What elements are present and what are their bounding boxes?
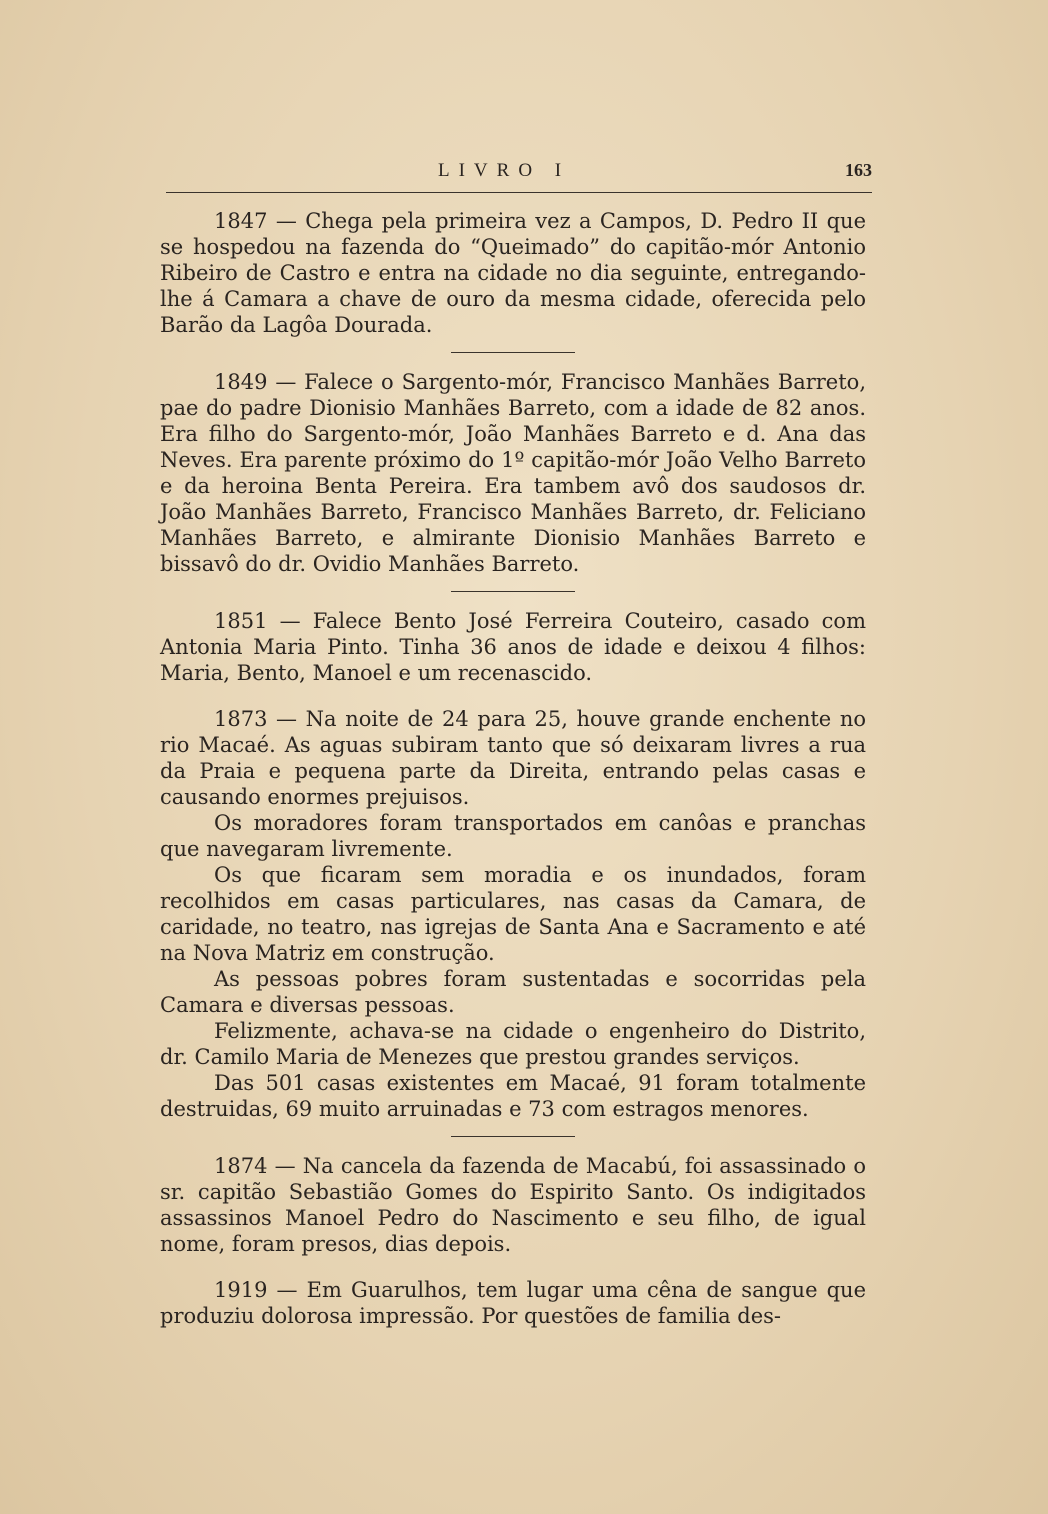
entry-paragraph: 1873 — Na noite de 24 para 25, houve grande enchente no rio Macaé. As aguas subiram tanto que só deixaram livres a rua da Praia e pequena parte da Direita, entrando pelas casas e causando enormes prejuisos. (160, 707, 866, 809)
entry-1847 (160, 208, 866, 338)
entry-paragraph: Os moradores foram transportados em canôas e pranchas que navegaram livremente. (160, 811, 866, 861)
entry-gap (160, 686, 866, 706)
header-rule (166, 192, 872, 193)
entry-paragraph: 1847 — Chega pela primeira vez a Campos, D. Pedro II que se hospedou na fazenda do “Queimado” do capitão-mór Antonio Ribeiro de Castro e entra na cidade no dia seguinte, entregando-lhe á Camara a chave de ouro da mesma cidade, oferecida pelo Barão da Lagôa Dourada. (160, 209, 866, 337)
page-body (160, 208, 866, 1329)
entry-paragraph: 1919 — Em Guarulhos, tem lugar uma cêna de sangue que produziu dolorosa impressão. Por questões de familia des- (160, 1278, 866, 1328)
entry-paragraph: As pessoas pobres foram sustentadas e socorridas pela Camara e diversas pessoas. (160, 967, 866, 1017)
entry-1919 (160, 1277, 866, 1329)
entry-separator (451, 352, 575, 353)
entry-1873 (160, 706, 866, 1122)
entry-paragraph: Felizmente, achava-se na cidade o engenheiro do Distrito, dr. Camilo Maria de Menezes que prestou grandes serviços. (160, 1019, 866, 1069)
entry-paragraph: Os que ficaram sem moradia e os inundados, foram recolhidos em casas particulares, nas casas da Camara, de caridade, no teatro, nas igrejas de Santa Ana e Sacramento e até na Nova Matriz em construção. (160, 863, 866, 965)
entry-separator (451, 591, 575, 592)
page-header (166, 160, 872, 190)
entry-separator (451, 1136, 575, 1137)
entry-1874 (160, 1153, 866, 1257)
page-number: 163 (845, 160, 872, 180)
entry-paragraph: 1849 — Falece o Sargento-mór, Francisco Manhães Barreto, pae do padre Dionisio Manhães Barreto, com a idade de 82 anos. Era filho do Sargento-mór, João Manhães Barreto e d. Ana das Neves. Era parente próximo do 1º capitão-mór João Velho Barreto e da heroina Benta Pereira. Era tambem avô dos saudosos dr. João Manhães Barreto, Francisco Manhães Barreto, dr. Feliciano Manhães Barreto, e almirante Dionisio Manhães Barreto e bissavô do dr. Ovidio Manhães Barreto. (160, 370, 866, 576)
entry-paragraph: Das 501 casas existentes em Macaé, 91 foram totalmente destruidas, 69 muito arruinadas e 73 com estragos menores. (160, 1071, 866, 1121)
entry-1851 (160, 608, 866, 686)
entry-paragraph: 1851 — Falece Bento José Ferreira Couteiro, casado com Antonia Maria Pinto. Tinha 36 anos de idade e deixou 4 filhos: Maria, Bento, Manoel e um recenascido. (160, 609, 866, 685)
entry-paragraph: 1874 — Na cancela da fazenda de Macabú, foi assassinado o sr. capitão Sebastião Gomes do Espirito Santo. Os indigitados assassinos Manoel Pedro do Nascimento e seu filho, de igual nome, foram presos, dias depois. (160, 1154, 866, 1256)
entry-1849 (160, 369, 866, 577)
running-title: LIVRO I (438, 160, 571, 181)
entry-gap (160, 1257, 866, 1277)
